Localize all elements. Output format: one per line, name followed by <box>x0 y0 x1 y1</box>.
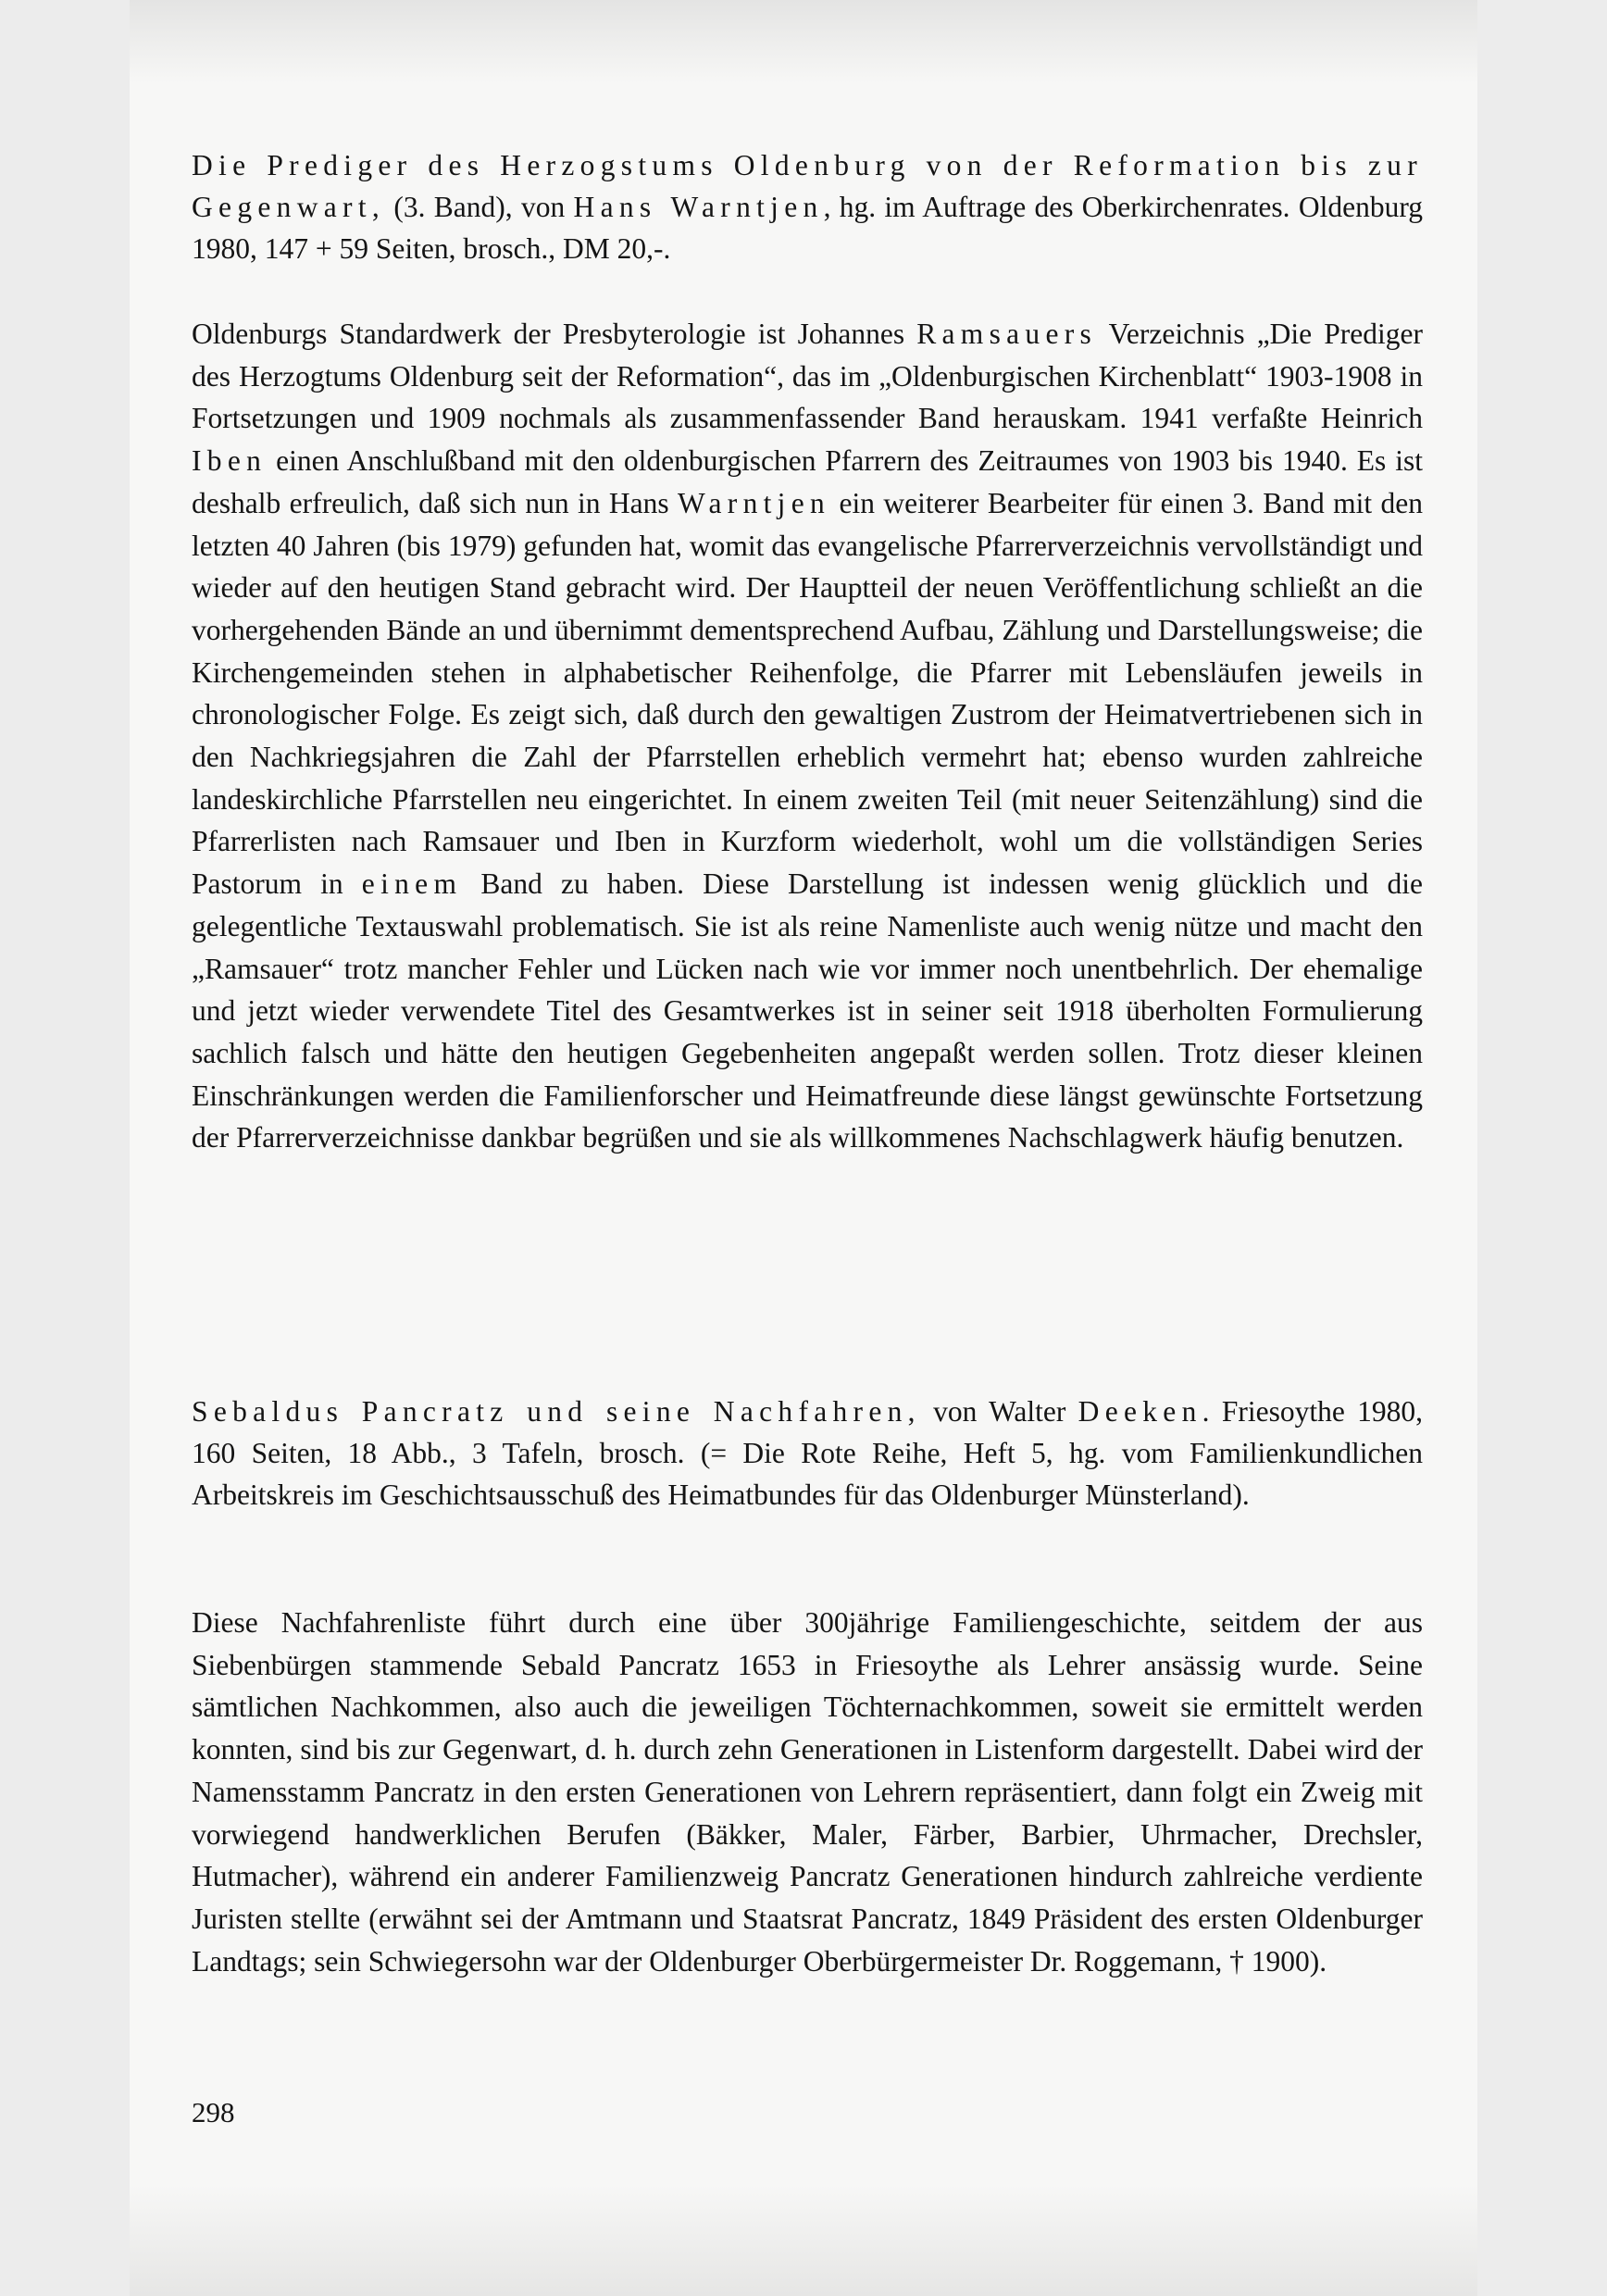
review1-text-5: Band zu haben. Diese Darstellung ist indessen wenig glücklich und die gelegentliche Textauswahl problematisch. Sie ist als reine Namenliste auch wenig nütze und macht den „Ramsauer“ trotz mancher Fehler und Lücken nach wie vor immer noch unentbehrlich. Der ehemalige und jetzt wieder verwendete Titel des Gesamtwerkes ist in seiner seit 1918 überholten Formulierung sachlich falsch und hätte den heutigen Gegebenheiten angepaßt werden sollen. Trotz dieser kleinen Einschränkungen werden die Familienforscher und Heimatfreunde diese längst gewünschte Fortsetzung der Pfarrerverzeichnisse dankbar begrüßen und sie als willkommenes Nachschlagwerk häufig benutzen. <box>192 867 1423 1154</box>
review2-author: Deeken <box>1078 1395 1202 1428</box>
review1-body <box>192 313 1423 1159</box>
review1-text-3: einen Anschlußband mit den oldenburgischen Pfarrern des Zeitraumes von 1903 bis 1940. Es ist deshalb erfreulich, daß sich nun in Hans <box>192 444 1423 519</box>
review1-emphasis-einem: einem <box>361 867 463 901</box>
review1-text-1: Oldenburgs Standardwerk der Presbyterologie ist Johannes <box>192 318 917 350</box>
review1-publication: , hg. im Auftrage des Oberkirchenrates. Oldenburg 1980, 147 + 59 Seiten, brosch., DM 20,-. <box>192 191 1424 265</box>
review1-author: Hans Warntjen <box>573 191 824 223</box>
review1-volume: (3. Band), von <box>385 191 574 223</box>
review2-publication: . Friesoythe 1980, 160 Seiten, 18 Abb., 3 Tafeln, brosch. (= Die Rote Reihe, Heft 5, hg. vom Familienkundlichen Arbeitskreis im Geschichtsausschuß des Heimatbundes für das Oldenburger Münsterland). <box>192 1395 1423 1511</box>
review1-name-ramsauers: Ramsauers <box>916 318 1098 350</box>
review1-name-iben: Iben <box>192 444 268 478</box>
page-number: 298 <box>192 2096 235 2128</box>
review1-name-warntjen: Warntjen <box>678 486 831 519</box>
review1-text-2: Verzeichnis „Die Prediger des Herzogtums Oldenburg seit der Reformation“, das im „Oldenburgischen Kirchenblatt“ 1903-1908 in Fortsetzungen und 1909 nochmals als zusammenfassender Band herauskam. 1941 verfaßte Heinrich <box>192 318 1423 435</box>
review2-heading <box>192 1391 1423 1516</box>
review1-title: Die Prediger des Herzogstums Oldenburg von der Reformation bis zur Gegenwart, <box>192 149 1423 223</box>
scan-shade-top <box>130 0 1477 83</box>
review1-text-4: ein weiterer Bearbeiter für einen 3. Band mit den letzten 40 Jahren (bis 1979) gefunden hat, womit das evangelische Pfarrerverzeichnis vervollständigt und wieder auf den heutigen Stand gebracht wird. Der Hauptteil der neuen Veröffentlichung schließt an die vorhergehenden Bände an und übernimmt dementsprechend Aufbau, Zählung und Darstellungsweise; die Kirchengemeinden stehen in alphabetischer Reihenfolge, die Pfarrer mit Lebensläufen jeweils in chronologischer Folge. Es zeigt sich, daß durch den gewaltigen Zustrom der Heimatvertriebenen sich in den Nachkriegsjahren die Zahl der Pfarrstellen erheblich vermehrt hat; ebenso wurden zahlreiche landeskirchliche Pfarrstellen neu eingerichtet. In einem zweiten Teil (mit neuer Seitenzählung) sind die Pfarrerlisten nach Ramsauer und Iben in Kurzform wiederholt, wohl um die vollständigen Series Pastorum in <box>192 486 1424 901</box>
review2-by: von Walter <box>920 1395 1078 1428</box>
review2-title: Sebaldus Pancratz und seine Nachfahren, <box>192 1395 921 1428</box>
scan-shade-bottom <box>130 2185 1477 2296</box>
review1-heading <box>192 144 1423 269</box>
review2-body: Diese Nachfahrenliste führt durch eine über 300jährige Familiengeschichte, seitdem der aus Siebenbürgen stammende Sebald Pancratz 1653 in Friesoythe als Lehrer ansässig wurde. Seine sämtlichen Nachkommen, also auch die jeweiligen Töchternachkommen, soweit sie ermittelt werden konnten, sind bis zur Gegenwart, d. h. durch zehn Generationen in Listenform dargestellt. Dabei wird der Namensstamm Pancratz in den ersten Generationen von Lehrern repräsentiert, dann folgt ein Zweig mit vorwiegend handwerklichen Berufen (Bäkker, Maler, Färber, Barbier, Uhrmacher, Drechsler, Hutmacher), während ein anderer Familienzweig Pancratz Generationen hindurch zahlreiche verdiente Juristen stellte (erwähnt sei der Amtmann und Staatsrat Pancratz, 1849 Präsident des ersten Oldenburger Landtags; sein Schwiegersohn war der Oldenburger Oberbürgermeister Dr. Roggemann, † 1900). <box>192 1606 1423 1978</box>
